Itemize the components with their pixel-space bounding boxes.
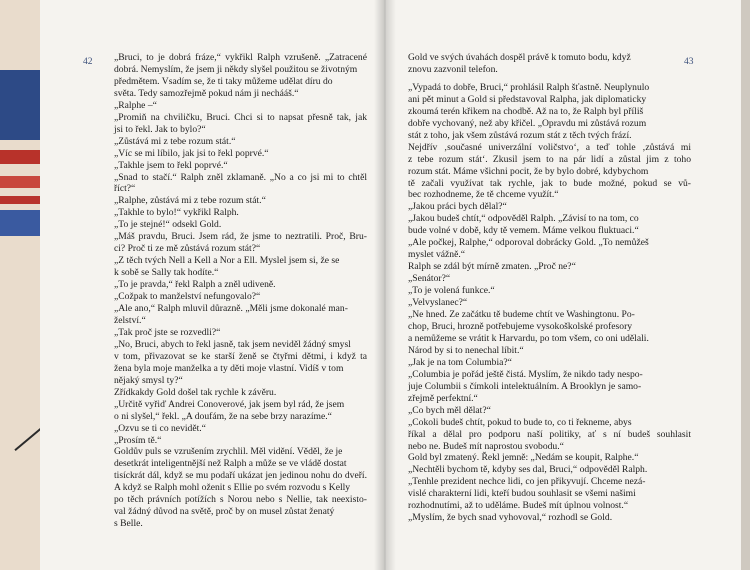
text-line: bude volné v době, kdy tě vemem. Máme velkou fluktuaci.“ (408, 225, 639, 237)
left-page-text (114, 52, 367, 530)
text-line: k sobě se Sally tak hodíte.“ (114, 267, 219, 279)
text-line: „Víc se mi líbilo, jak jsi to řekl poprvé.“ (114, 147, 269, 159)
text-line: Gold byl zmatený. Řekl jemně: „Nedám se koupit, Ralphe.“ (408, 452, 639, 464)
text-line: „Zůstává mi z tebe rozum stát.“ (114, 135, 236, 147)
text-line: „Velvyslanec?“ (408, 297, 468, 309)
text-line: „Snad to stačí.“ Ralph zněl zklamaně. „No a co jsi mi to chtěl (114, 171, 367, 183)
text-line: jsi to řekl. Jak to bylo?“ (114, 123, 206, 135)
text-line: „Bruci, to je dobrá fráze,“ vykřikl Ralph vzrušeně. „Zatracené (114, 52, 367, 63)
text-line: s Belle. (114, 518, 143, 530)
text-line: z tebe rozum stát‘. Zkusil jsem to na pár lidí a zůstal jim z toho (408, 153, 691, 165)
text-line: „To je stejné!“ odsekl Gold. (114, 219, 222, 231)
text-line: „Myslím, že bych snad vyhovoval,“ rozhodl se Gold. (408, 512, 613, 524)
text-line: „Ale počkej, Ralphe,“ odporoval dobrácky Gold. „To nemůžeš (408, 237, 649, 249)
text-line: tě začali využívat tak rychle, jak to bude možné, pokud se vů- (408, 177, 691, 189)
text-line: „Ne hned. Ze začátku tě budeme chtít ve Washingtonu. Po- (408, 309, 635, 321)
text-line: Gold ve svých úvahách dospěl právě k tomuto bodu, když (408, 52, 631, 63)
text-line: desetkrát inteligentnější než Ralph a může se ve vládě dostat (114, 458, 347, 470)
text-line: Nejdřív ‚současné univerzální voličstvo‘, a teď tohle ‚zůstává mi (408, 141, 691, 153)
text-line: „Promiň na chviličku, Bruci. Chci si to napsat přesně tak, jak (114, 111, 367, 123)
page-stack-edge (741, 0, 750, 570)
text-line: rozum stát. Máme všichni pocit, že by bylo dobré, kdybychom (408, 165, 649, 177)
text-line: chop, Bruci, hrozně potřebujeme vysokoškolské profesory (408, 320, 633, 332)
text-line: „Takhle jsem to řekl poprvé.“ (114, 159, 228, 171)
text-line: rozhodnutími, až to uděláme. Budeš mít úplnou volnost.“ (408, 500, 629, 512)
text-line: vislé charakterní lidi, kteří budou souhlasit se všemi našimi (408, 488, 636, 500)
text-line: „To je pravda,“ řekl Ralph a zněl udiveně. (114, 279, 276, 291)
text-line: Zřídkakdy Gold došel tak rychle k závěru. (114, 386, 277, 398)
text-line: želství.“ (114, 314, 146, 326)
text-line: v tom, přivazovat se ke starší ženě se čtyřmi dětmi, i když ta (114, 350, 367, 362)
text-line: myslet vážně.“ (408, 249, 466, 261)
text-line: zkoumá terén křikem na chodbě. Až na to, že Ralph byl příliš (408, 105, 644, 117)
right-page-text (408, 52, 691, 524)
text-line: znovu zazvonil telefon. (408, 63, 498, 75)
text-line: „Ale ano,“ Ralph mluvil důrazně. „Měli jsme dokonalé man- (114, 303, 348, 315)
text-line: říct?“ (114, 183, 136, 195)
text-line: o ni slyšel,“ řekl. „A doufám, že na sebe brzy narazíme.“ (114, 410, 332, 422)
text-line: ci? Proč ti ze mě zůstává rozum stát?“ (114, 243, 261, 255)
text-line: „Ozvu se ti co nevidět.“ (114, 422, 206, 434)
text-line: ani pět minut a Gold si představoval Ralpha, jak diplomaticky (408, 93, 647, 105)
text-line: val žádný důvod na světě, proč by on musel zůstat ženatý (114, 506, 335, 518)
text-line: „Cokoli budeš chtít, pokud to bude to, co ti řekneme, abys (408, 416, 632, 428)
text-line: „Jakou budeš chtít,“ odpověděl Ralph. „Závisí to na tom, co (408, 213, 639, 225)
text-line: „Máš pravdu, Bruci. Jsem rád, že jsme to neztratili. Proč, Bru- (114, 231, 367, 243)
page-number-left: 42 (83, 57, 93, 67)
text-line: po těch právních potížích s Norou nebo s Nellie, tak neexisto- (114, 494, 367, 506)
text-line: „Prosím tě.“ (114, 434, 162, 446)
text-line: Ralph se zdál být mírně zmaten. „Proč ne?“ (408, 261, 576, 273)
text-line: světa. Tedy samozřejmě pokud nám ji nechááš.“ (114, 87, 299, 99)
text-line: „Senátor?“ (408, 273, 451, 285)
page-number-right: 43 (684, 57, 694, 67)
right-page (385, 0, 741, 570)
text-line: „Columbia je pořád ještě čistá. Myslím, že nikdo tady nespo- (408, 368, 643, 380)
text-line: „No, Bruci, abych to řekl jasně, tak jsem neviděl žádný smysl (114, 338, 351, 350)
text-line: A když se Ralph mohl oženit s Ellie po svém rozvodu s Kelly (114, 482, 351, 494)
text-line: „Ralphe, zůstává mi z tebe rozum stát.“ (114, 195, 266, 207)
text-line: žena byla moje manželka a ty děti moje vlastní. Vidíš v tom (114, 362, 344, 374)
text-line: bec rozhodneme, že tě chceme využít.“ (408, 189, 559, 201)
text-line: dobře vychovaný, než aby křičel. „Opravdu mi zůstává rozum (408, 117, 647, 129)
text-line: juje Columbii s čímkoli intelektuálním. A Brooklyn je samo- (408, 380, 642, 392)
text-line: říkal a dělal pro podporu naší politiky, ať s ní budeš souhlasit (408, 428, 691, 440)
text-line: dobrá. Nemyslím, že jsem ji někdy slyšel použitou se životným (114, 63, 358, 75)
text-line: „Tenhle prezident nechce lidi, co jen přikyvují. Chceme nezá- (408, 476, 646, 488)
text-line: Národ by si to nenechal líbit.“ (408, 344, 524, 356)
left-page (40, 0, 385, 570)
text-line: nějaký smysl ty?“ (114, 374, 183, 386)
text-line: „Takhle to bylo!“ vykřikl Ralph. (114, 207, 239, 219)
text-line: a nemůžeme se vrátit k Harvardu, po tom všem, co oni udělali. (408, 332, 649, 344)
book-gutter (374, 0, 396, 570)
text-line: tisíckrát dál, když se mu podaří ukázat jen jedinou nohu do dveří. (114, 470, 367, 482)
text-line: „Cožpak to manželství nefungovalo?“ (114, 291, 261, 303)
text-line: „Co bych měl dělat?“ (408, 404, 491, 416)
text-line: „Jak je na tom Columbia?“ (408, 356, 512, 368)
text-line: „Ralphe –“ (114, 99, 157, 111)
text-line: zřejmě perfektní.“ (408, 392, 478, 404)
text-line: „Vypadá to dobře, Bruci,“ prohlásil Ralph šťastně. Neuplynulo (408, 81, 650, 93)
text-line: „Nechtěli bychom tě, kdyby ses dal, Bruci,“ odpověděl Ralph. (408, 464, 648, 476)
text-line: nebo ne. Budeš mít naprostou svobodu.“ (408, 440, 564, 452)
text-line: předmětem. Vsadím se, že ti taky můžeme udělat díru do (114, 75, 333, 87)
text-line: „Z těch tvých Nell a Kell a Nor a Ell. Myslel jsem si, že se (114, 255, 340, 267)
text-line: „Jakou práci bych dělal?“ (408, 201, 507, 213)
text-line: „Určitě vyřiď Andrei Conoverové, jak jsem byl rád, že jsem (114, 398, 345, 410)
text-line: „Tak proč jste se rozvedli?“ (114, 326, 221, 338)
text-line: stát z toho, jak všem zůstává rozum stát z těch tvých frází. (408, 129, 632, 141)
text-line: Goldův puls se vzrušením zrychlil. Měl vidění. Věděl, že je (114, 446, 343, 458)
text-line: „To je volená funkce.“ (408, 285, 495, 297)
